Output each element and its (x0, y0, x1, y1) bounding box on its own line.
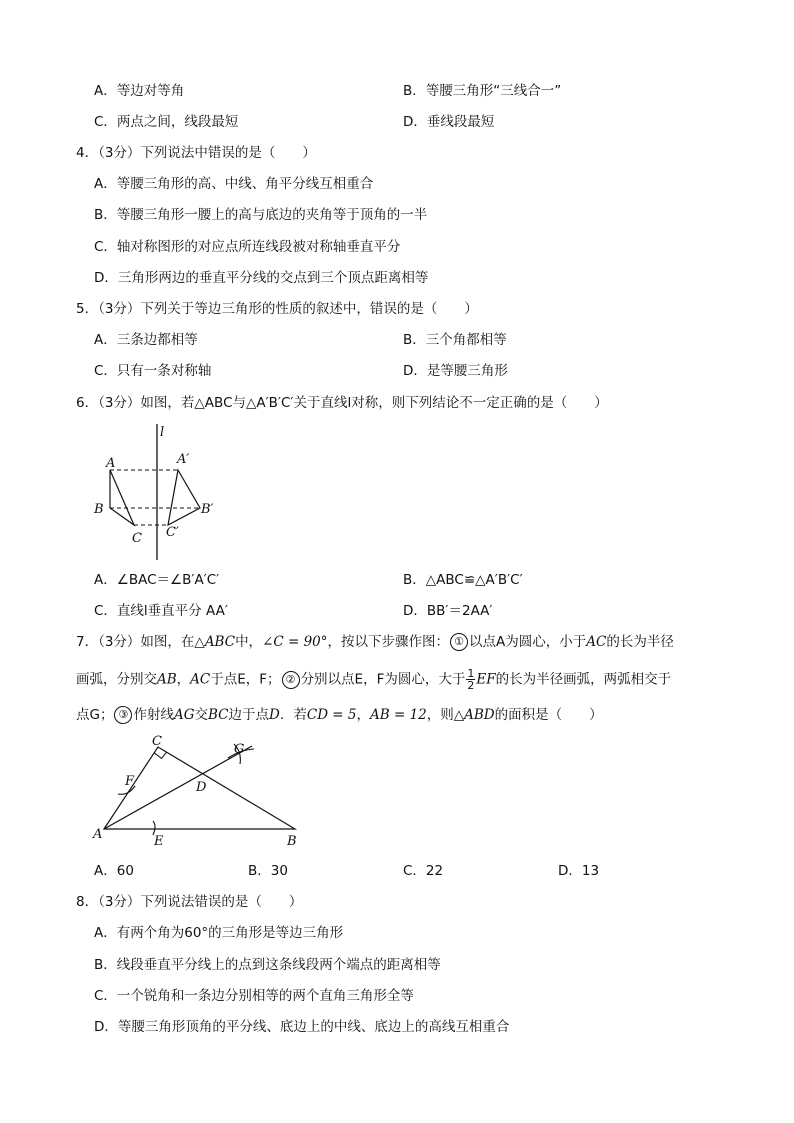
q7-text: 的长为半径画弧，两弧相交于 (495, 671, 672, 688)
q7-text: 以点A为圆心，小于 (469, 634, 587, 650)
q7-text: 交 (194, 707, 209, 723)
q6-label-c: C (132, 531, 142, 546)
q7-text: ，按以下步骤作图： (327, 634, 450, 650)
q8-stem: 8．（3分）下列说法错误的是（ ） (76, 894, 303, 910)
q7-angle-c: ∠C = 90° (262, 634, 328, 650)
q7-text: 的面积是（ ） (494, 707, 603, 723)
q7-label-g: G (234, 742, 245, 757)
q7-text: 7．（3分）如图，在△ (76, 634, 205, 650)
q3-option-c: C．两点之间，线段最短 (94, 114, 239, 130)
q7-text: 分别以点E，F为圆心，大于 (300, 671, 466, 688)
q4-option-a: A．等腰三角形的高、中线、角平分线互相重合 (94, 176, 374, 192)
q7-text: 点G； (76, 707, 114, 723)
q7-figure (88, 732, 318, 854)
q7-stem-line-1 (76, 632, 674, 652)
q7-triangle-abc: ABC (204, 634, 236, 650)
q7-text: 的长为半径 (606, 634, 674, 650)
q3-option-d: D．垂线段最短 (403, 114, 495, 130)
q6-label-l: l (160, 425, 165, 440)
step-1-marker: ① (450, 633, 468, 651)
q4-option-c: C．轴对称图形的对应点所连线段被对称轴垂直平分 (94, 239, 401, 255)
q4-stem: 4．（3分）下列说法中错误的是（ ） (76, 145, 316, 161)
q7-label-c: C (152, 734, 162, 749)
q7-label-e: E (154, 834, 164, 849)
fraction-denominator: 2 (467, 679, 475, 692)
q8-option-b: B．线段垂直平分线上的点到这条线段两个端点的距离相等 (94, 957, 441, 973)
q8-option-c: C．一个锐角和一条边分别相等的两个直角三角形全等 (94, 988, 414, 1004)
q7-segment-ac-2: AC (190, 671, 211, 688)
q7-text: ，则△ (426, 707, 465, 723)
q7-text: 画弧，分别交 (76, 671, 157, 688)
q7-option-d: D．13 (558, 863, 600, 879)
half-fraction (466, 668, 475, 691)
q7-text: ， (176, 671, 191, 688)
q6-label-a-prime: A′ (177, 452, 190, 467)
q7-segment-ef: EF (476, 671, 496, 688)
q7-text: 于点E，F； (210, 671, 281, 688)
step-2-marker: ② (282, 671, 300, 689)
q6-option-a: A．∠BAC＝∠B′A′C′ (94, 572, 220, 588)
q3-option-b: B．等腰三角形“三线合一” (403, 83, 562, 99)
q7-segment-ab: AB (157, 671, 177, 688)
q7-text: 作射线 (133, 707, 174, 723)
q7-point-d: D (269, 707, 280, 723)
q7-label-d: D (196, 780, 207, 795)
q7-label-f: F (125, 774, 135, 789)
q7-text: ．若 (279, 707, 307, 723)
q7-stem-line-2 (76, 668, 671, 691)
q6-label-c-prime: C′ (166, 525, 179, 540)
q6-label-b-prime: B′ (201, 502, 214, 517)
q7-ab-value: AB = 12 (370, 707, 427, 723)
q8-option-a: A．有两个角为60°的三角形是等边三角形 (94, 925, 344, 941)
q6-label-a: A (106, 456, 116, 471)
fraction-numerator: 1 (467, 667, 475, 680)
q7-segment-ac: AC (586, 634, 607, 650)
step-3-marker: ③ (114, 706, 132, 724)
q7-stem-line-3 (76, 705, 603, 725)
q5-option-d: D．是等腰三角形 (403, 363, 508, 379)
q7-option-c: C．22 (403, 863, 444, 879)
q6-figure (88, 418, 228, 568)
q6-stem: 6．（3分）如图，若△ABC与△A′B′C′关于直线l对称，则下列结论不一定正确的是（ ） (76, 395, 608, 411)
q7-triangle-abd: ABD (464, 707, 495, 723)
q6-option-d: D．BB′＝2AA′ (403, 603, 493, 619)
q8-option-d: D．等腰三角形顶角的平分线、底边上的中线、底边上的高线互相重合 (94, 1019, 510, 1035)
q7-text: 边于点 (228, 707, 270, 723)
q7-option-a: A．60 (94, 863, 134, 879)
q7-option-b: B．30 (248, 863, 288, 879)
q7-ray-ag: AG (173, 707, 195, 723)
q6-option-c: C．直线l垂直平分 AA′ (94, 603, 228, 619)
q6-option-b: B．△ABC≌△A′B′C′ (403, 572, 523, 588)
q6-label-b: B (94, 502, 104, 517)
q7-cd-value: CD = 5 (306, 707, 357, 723)
q5-option-a: A．三条边都相等 (94, 332, 198, 348)
q7-text: 中， (235, 634, 263, 650)
q4-option-d: D．三角形两边的垂直平分线的交点到三个顶点距离相等 (94, 270, 429, 286)
q7-label-b: B (287, 834, 297, 849)
q7-label-a: A (93, 827, 103, 842)
q4-option-b: B．等腰三角形一腰上的高与底边的夹角等于顶角的一半 (94, 207, 428, 223)
q3-option-a: A．等边对等角 (94, 83, 185, 99)
q5-option-b: B．三个角都相等 (403, 332, 507, 348)
q5-stem: 5．（3分）下列关于等边三角形的性质的叙述中，错误的是（ ） (76, 301, 478, 317)
q7-text: ， (356, 707, 370, 723)
q5-option-c: C．只有一条对称轴 (94, 363, 212, 379)
q7-segment-bc: BC (208, 707, 229, 723)
